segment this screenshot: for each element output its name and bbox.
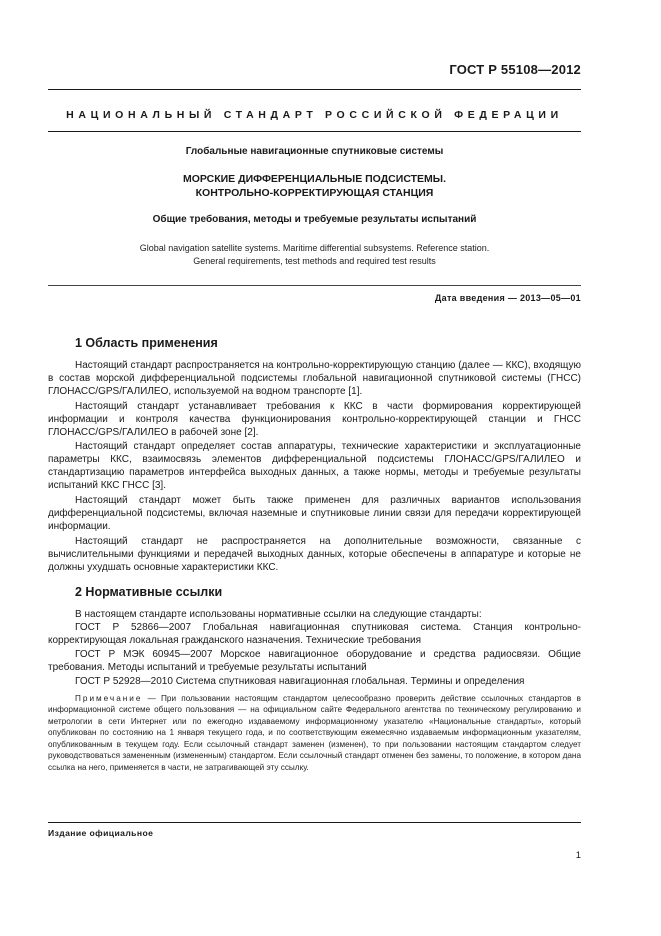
title-main-line1: МОРСКИЕ ДИФФЕРЕНЦИАЛЬНЫЕ ПОДСИСТЕМЫ. <box>182 173 446 185</box>
page-number: 1 <box>575 850 581 861</box>
normative-reference: ГОСТ Р 52928—2010 Система спутниковая навигационная глобальная. Термины и определения <box>75 676 525 688</box>
note-text: — При пользовании настоящим стандартом целесообразно проверить действие ссылочных стандартов в информационной системе общего пользования — на официальном сайте Федерального агентства по техническому регулированию и метрологии в сети Интернет или по ежегодно издаваемому информационному указателю «Национальные стандарты», который опубликован по состоянию на 1 января текущего года, и по соответствующим ежемесячно издаваемым информационным указателям, опубликованным в текущем году. Если ссылочный стандарт заменен (изменен), то при пользовании настоящим стандартом следует руководствоваться замененным (измененным) стандартом. Если ссылочный стандарт отменен без замены, то положение, в котором дана ссылка на него, применяется в части, не затрагивающей эту ссылку. <box>48 693 581 772</box>
section-1-heading: 1 Область применения <box>75 336 218 350</box>
title-main-line2: КОНТРОЛЬНО-КОРРЕКТИРУЮЩАЯ СТАНЦИЯ <box>195 187 434 199</box>
title-english-line1: Global navigation satellite systems. Maritime differential subsystems. Reference station. <box>139 243 490 253</box>
title-english <box>48 242 581 267</box>
title-system: Глобальные навигационные спутниковые системы <box>185 146 444 157</box>
section-1-paragraph: Настоящий стандарт определяет состав аппаратуры, технические характеристики и эксплуатационные параметры ККС, взаимосвязь элементов дифференциальной подсистемы ГЛОНАСС/GPS/ГАЛИЛЕО и стандартизацию параметров интерфейса выходных данных, а также нормы, методы и требуемые результаты испытаний ККС ГНСС [3]. <box>48 441 581 492</box>
intro-date-rule <box>48 285 581 286</box>
title-main <box>48 172 581 200</box>
normative-reference: ГОСТ Р МЭК 60945—2007 Морское навигационное оборудование и средства радиосвязи. Общие требования. Методы испытаний и требуемые результаты испытаний <box>48 649 581 674</box>
section-1-paragraph: Настоящий стандарт распространяется на контрольно-корректирующую станцию (далее — ККС), входящую в состав морской дифференциальной подсистемы глобальной навигационной спутниковой системы (ГНСС) ГЛОНАСС/GPS/ГАЛИЛЕО, используемой на водном транспорте [1]. <box>48 360 581 397</box>
footer-rule <box>48 822 581 823</box>
title-block <box>48 146 581 267</box>
title-english-line2: General requirements, test methods and required test results <box>193 255 436 266</box>
intro-date: Дата введения — 2013—05—01 <box>434 293 581 303</box>
section-1-paragraph: Настоящий стандарт устанавливает требования к ККС в части формирования корректирующей информации и контроля качества функционирования контрольно-корректирующей станции и ГНСС ГЛОНАСС/GPS/ГАЛИЛЕО в рабочей зоне [2]. <box>48 400 581 438</box>
national-standard-banner: НАЦИОНАЛЬНЫЙ СТАНДАРТ РОССИЙСКОЙ ФЕДЕРАЦИИ <box>66 109 563 121</box>
section-2-intro: В настоящем стандарте использованы нормативные ссылки на следующие стандарты: <box>75 608 482 620</box>
section-1-paragraph: Настоящий стандарт не распространяется на дополнительные возможности, связанные с вычислительными функциями и передачей выходных данных, которые обеспечены в аппаратуре и которые не должны ухудшать основные характеристики ККС. <box>48 535 581 573</box>
document-body <box>48 336 581 773</box>
note <box>48 693 581 774</box>
header-bottom-rule <box>48 131 581 132</box>
note-label: Примечание <box>75 693 143 703</box>
gost-number: ГОСТ Р 55108—2012 <box>449 62 581 77</box>
section-2 <box>48 585 581 774</box>
section-2-heading: 2 Нормативные ссылки <box>75 584 223 599</box>
normative-reference: ГОСТ Р 52866—2007 Глобальная навигационная спутниковая система. Станция контрольно-корректирующая локальная гражданского назначения. Технические требования <box>48 622 581 647</box>
edition-label: Издание официальное <box>48 828 154 838</box>
title-subtitle: Общие требования, методы и требуемые результаты испытаний <box>152 214 477 225</box>
section-1-paragraph: Настоящий стандарт может быть также применен для различных вариантов использования дифференциальной подсистемы, включая наземные и спутниковые линии связи для передачи корректирующей информации. <box>48 495 581 532</box>
header-top-rule <box>48 89 581 90</box>
